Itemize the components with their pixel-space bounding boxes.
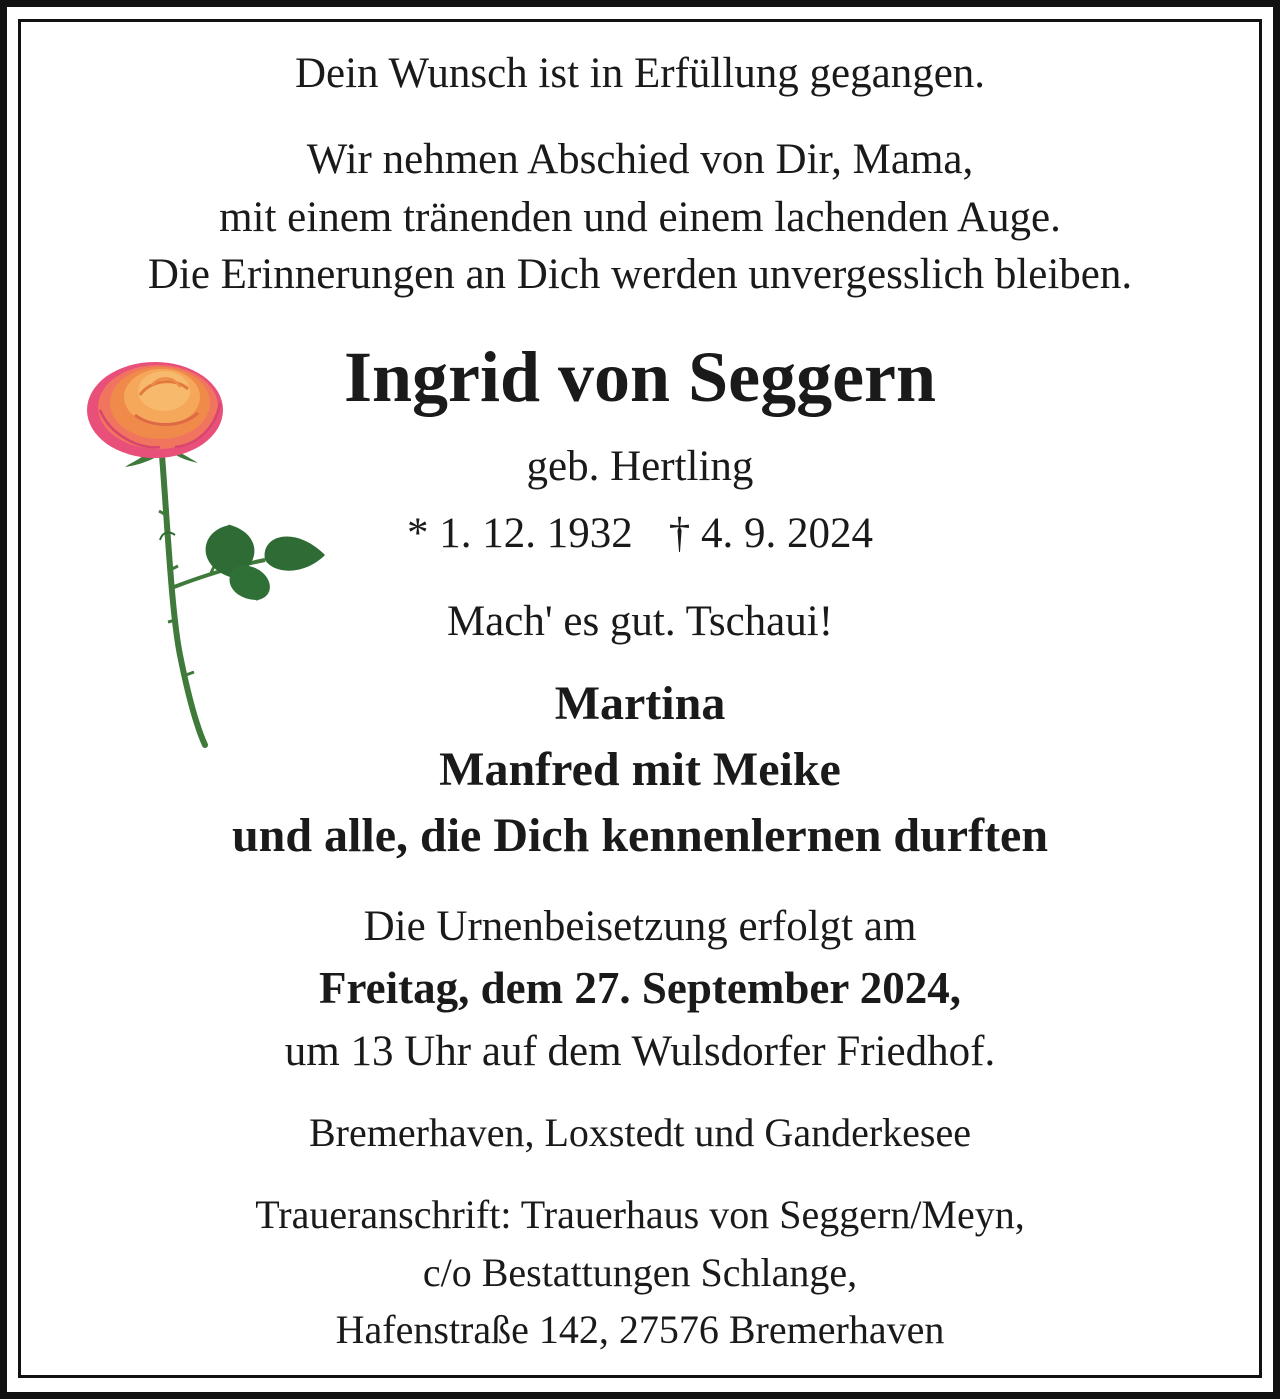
places-line: Bremerhaven, Loxstedt und Ganderkesee <box>309 1110 971 1155</box>
burial-line-3: um 13 Uhr auf dem Wulsdorfer Friedhof. <box>284 1028 996 1075</box>
intro-line-3: mit einem tränenden und einem lachenden Auge. <box>219 194 1061 241</box>
birth-name: geb. Hertling <box>526 443 754 490</box>
death-date: † 4. 9. 2024 <box>668 510 873 557</box>
intro-line-2: Wir nehmen Abschied von Dir, Mama, <box>306 136 974 183</box>
farewell-text: Mach' es gut. Tschaui! <box>446 598 834 645</box>
deceased-name: Ingrid von Seggern <box>343 337 937 417</box>
address-line-2: c/o Bestattungen Schlange, <box>422 1250 858 1295</box>
burial-line-2: Freitag, dem 27. September 2024, <box>319 963 961 1013</box>
mourner-line-3: und alle, die Dich kennenlernen durften <box>231 809 1049 862</box>
mourner-line-2: Manfred mit Meike <box>439 743 841 796</box>
address-line-1: Traueranschrift: Trauerhaus von Seggern/Meyn, <box>255 1192 1025 1237</box>
intro-line-4: Die Erinnerungen an Dich werden unvergesslich bleiben. <box>147 251 1133 298</box>
birth-date: * 1. 12. 1932 <box>407 510 633 557</box>
intro-line-1: Dein Wunsch ist in Erfüllung gegangen. <box>294 50 986 97</box>
life-dates <box>0 512 1280 555</box>
address-line-3: Hafenstraße 142, 27576 Bremerhaven <box>335 1307 945 1352</box>
mourner-line-1: Martina <box>554 677 726 730</box>
burial-line-1: Die Urnenbeisetzung erfolgt am <box>363 903 917 950</box>
